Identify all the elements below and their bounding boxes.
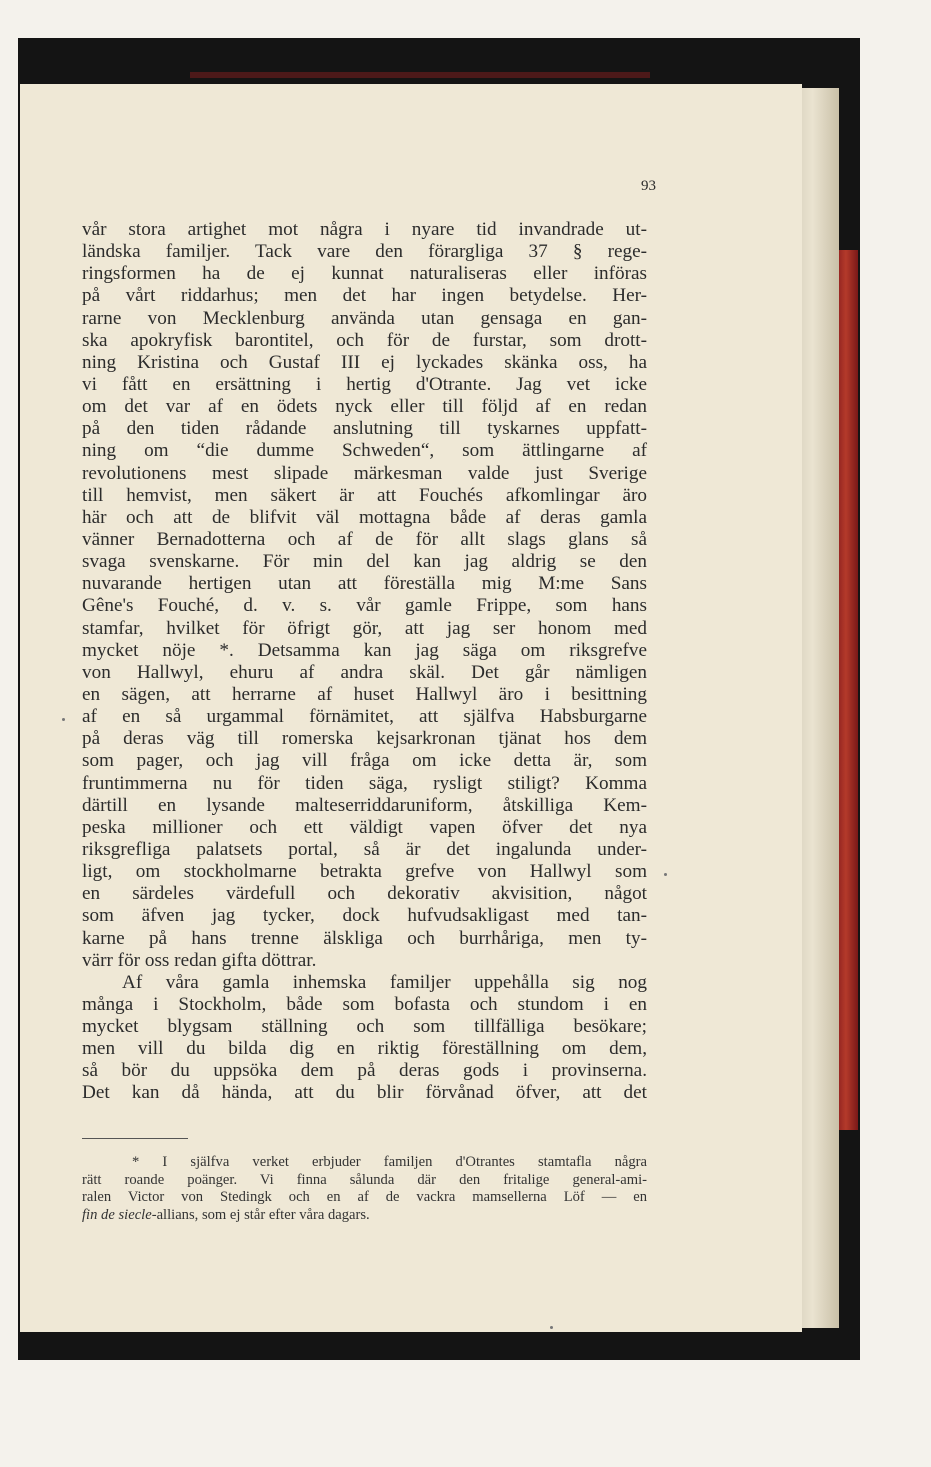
body-line: svaga svenskarne. För min del kan jag aldrig se den [82, 551, 647, 573]
body-line: ning Kristina och Gustaf III ej lyckades skänka oss, ha [82, 351, 647, 373]
body-line: på deras väg till romerska kejsarkronan tjänat hos dem [82, 728, 647, 750]
body-line: som äfven jag tycker, dock hufvudsakligast med tan- [82, 905, 647, 927]
body-line: von Hallwyl, ehuru af andra skäl. Det går nämligen [82, 661, 647, 683]
body-line: Gêne's Fouché, d. v. s. vår gamle Frippe, som hans [82, 595, 647, 617]
body-line: stamfar, hvilket för öfrigt gör, att jag ser honom med [82, 617, 647, 639]
body-line: till hemvist, men säkert är att Fouchés afkomlingar äro [82, 484, 647, 506]
body-line: därtill en lysande malteserriddaruniform, åtskilliga Kem- [82, 794, 647, 816]
body-line: mycket nöje *. Detsamma kan jag säga om riksgrefve [82, 639, 647, 661]
body-line: vänner Bernadotterna och af de för allt slags glans så [82, 528, 647, 550]
body-line: en sägen, att herrarne af huset Hallwyl äro i besittning [82, 683, 647, 705]
footnote-line [82, 1207, 647, 1225]
body-line: vi fått en ersättning i hertig d'Otrante. Jag vet icke [82, 373, 647, 395]
body-line: mycket blygsam ställning och som tillfälliga besökare; [82, 1016, 647, 1038]
body-line: karne på hans trenne älskliga och burrhåriga, men ty- [82, 927, 647, 949]
body-line: ning om “die dumme Schweden“, som ättlingarne af [82, 440, 647, 462]
body-line: nuvarande hertigen utan att föreställa mig M:me Sans [82, 573, 647, 595]
body-line: ringsformen ha de ej kunnat naturaliseras eller införas [82, 263, 647, 285]
body-line: vår stora artighet mot några i nyare tid invandrade ut- [82, 219, 647, 240]
body-line: på den tiden rådande anslutning till tyskarnes uppfatt- [82, 418, 647, 440]
body-line: värr för oss redan gifta döttrar. [82, 949, 317, 971]
body-line: men vill du bilda dig en riktig föreställning om dem, [82, 1038, 647, 1060]
footnote-line: rätt roande poänger. Vi finna sålunda där den fritalige general-ami- [82, 1171, 647, 1188]
body-line: fruntimmerna nu för tiden säga, rysligt stiligt? Komma [82, 772, 647, 794]
margin-speck [62, 718, 65, 721]
body-line: på vårt riddarhus; men det har ingen betydelse. Her- [82, 285, 647, 307]
body-line: ska apokryfisk barontitel, och för de furstar, som drott- [82, 329, 647, 351]
body-text [82, 219, 647, 1105]
body-line: af en så urgammal förnämitet, att själfva Habsburgarne [82, 706, 647, 728]
footnote-rule [82, 1138, 188, 1139]
body-line: som pager, och jag vill fråga om icke detta är, som [82, 750, 647, 772]
footnote-line-rest: -allians, som ej står efter våra dagars. [151, 1206, 370, 1223]
footnote-italic-phrase: fin de siecle [82, 1206, 152, 1223]
body-line: så bör du uppsöka dem på deras gods i provinserna. [82, 1060, 647, 1082]
body-line: här och att de blifvit väl mottagna både af deras gamla [82, 506, 647, 528]
book-spine-edge [836, 250, 858, 1130]
body-line: Det kan då hända, att du blir förvånad öfver, att det [82, 1082, 647, 1104]
body-line: en särdeles värdefull och dekorativ akvisition, något [82, 883, 647, 905]
body-line: rarne von Mecklenburg använda utan gensaga en gan- [82, 307, 647, 329]
page-number: 93 [641, 178, 656, 194]
footnote [82, 1154, 647, 1224]
body-line: ländska familjer. Tack vare den förargliga 37 § rege- [82, 241, 647, 263]
margin-speck [550, 1326, 553, 1329]
body-line: Af våra gamla inhemska familjer uppehålla sig nog [122, 971, 647, 993]
body-line: riksgrefliga palatsets portal, så är det ingalunda under- [82, 838, 647, 860]
footnote-line: * I själfva verket erbjuder familjen d'Otrantes stamtafla några [132, 1154, 647, 1170]
body-line: om det var af en ödets nyck eller till följd af en redan [82, 396, 647, 418]
body-line: ligt, om stockholmarne betrakta grefve von Hallwyl som [82, 861, 647, 883]
book-top-edge [190, 72, 650, 78]
body-line: många i Stockholm, både som bofasta och stundom i en [82, 993, 647, 1015]
margin-speck [664, 873, 667, 876]
footnote-line: ralen Victor von Stedingk och en af de vackra mamsellerna Löf — en [82, 1189, 647, 1206]
body-line: revolutionens mest slipade märkesman valde just Sverige [82, 462, 647, 484]
body-line: peska millioner och ett väldigt vapen öfver det nya [82, 816, 647, 838]
